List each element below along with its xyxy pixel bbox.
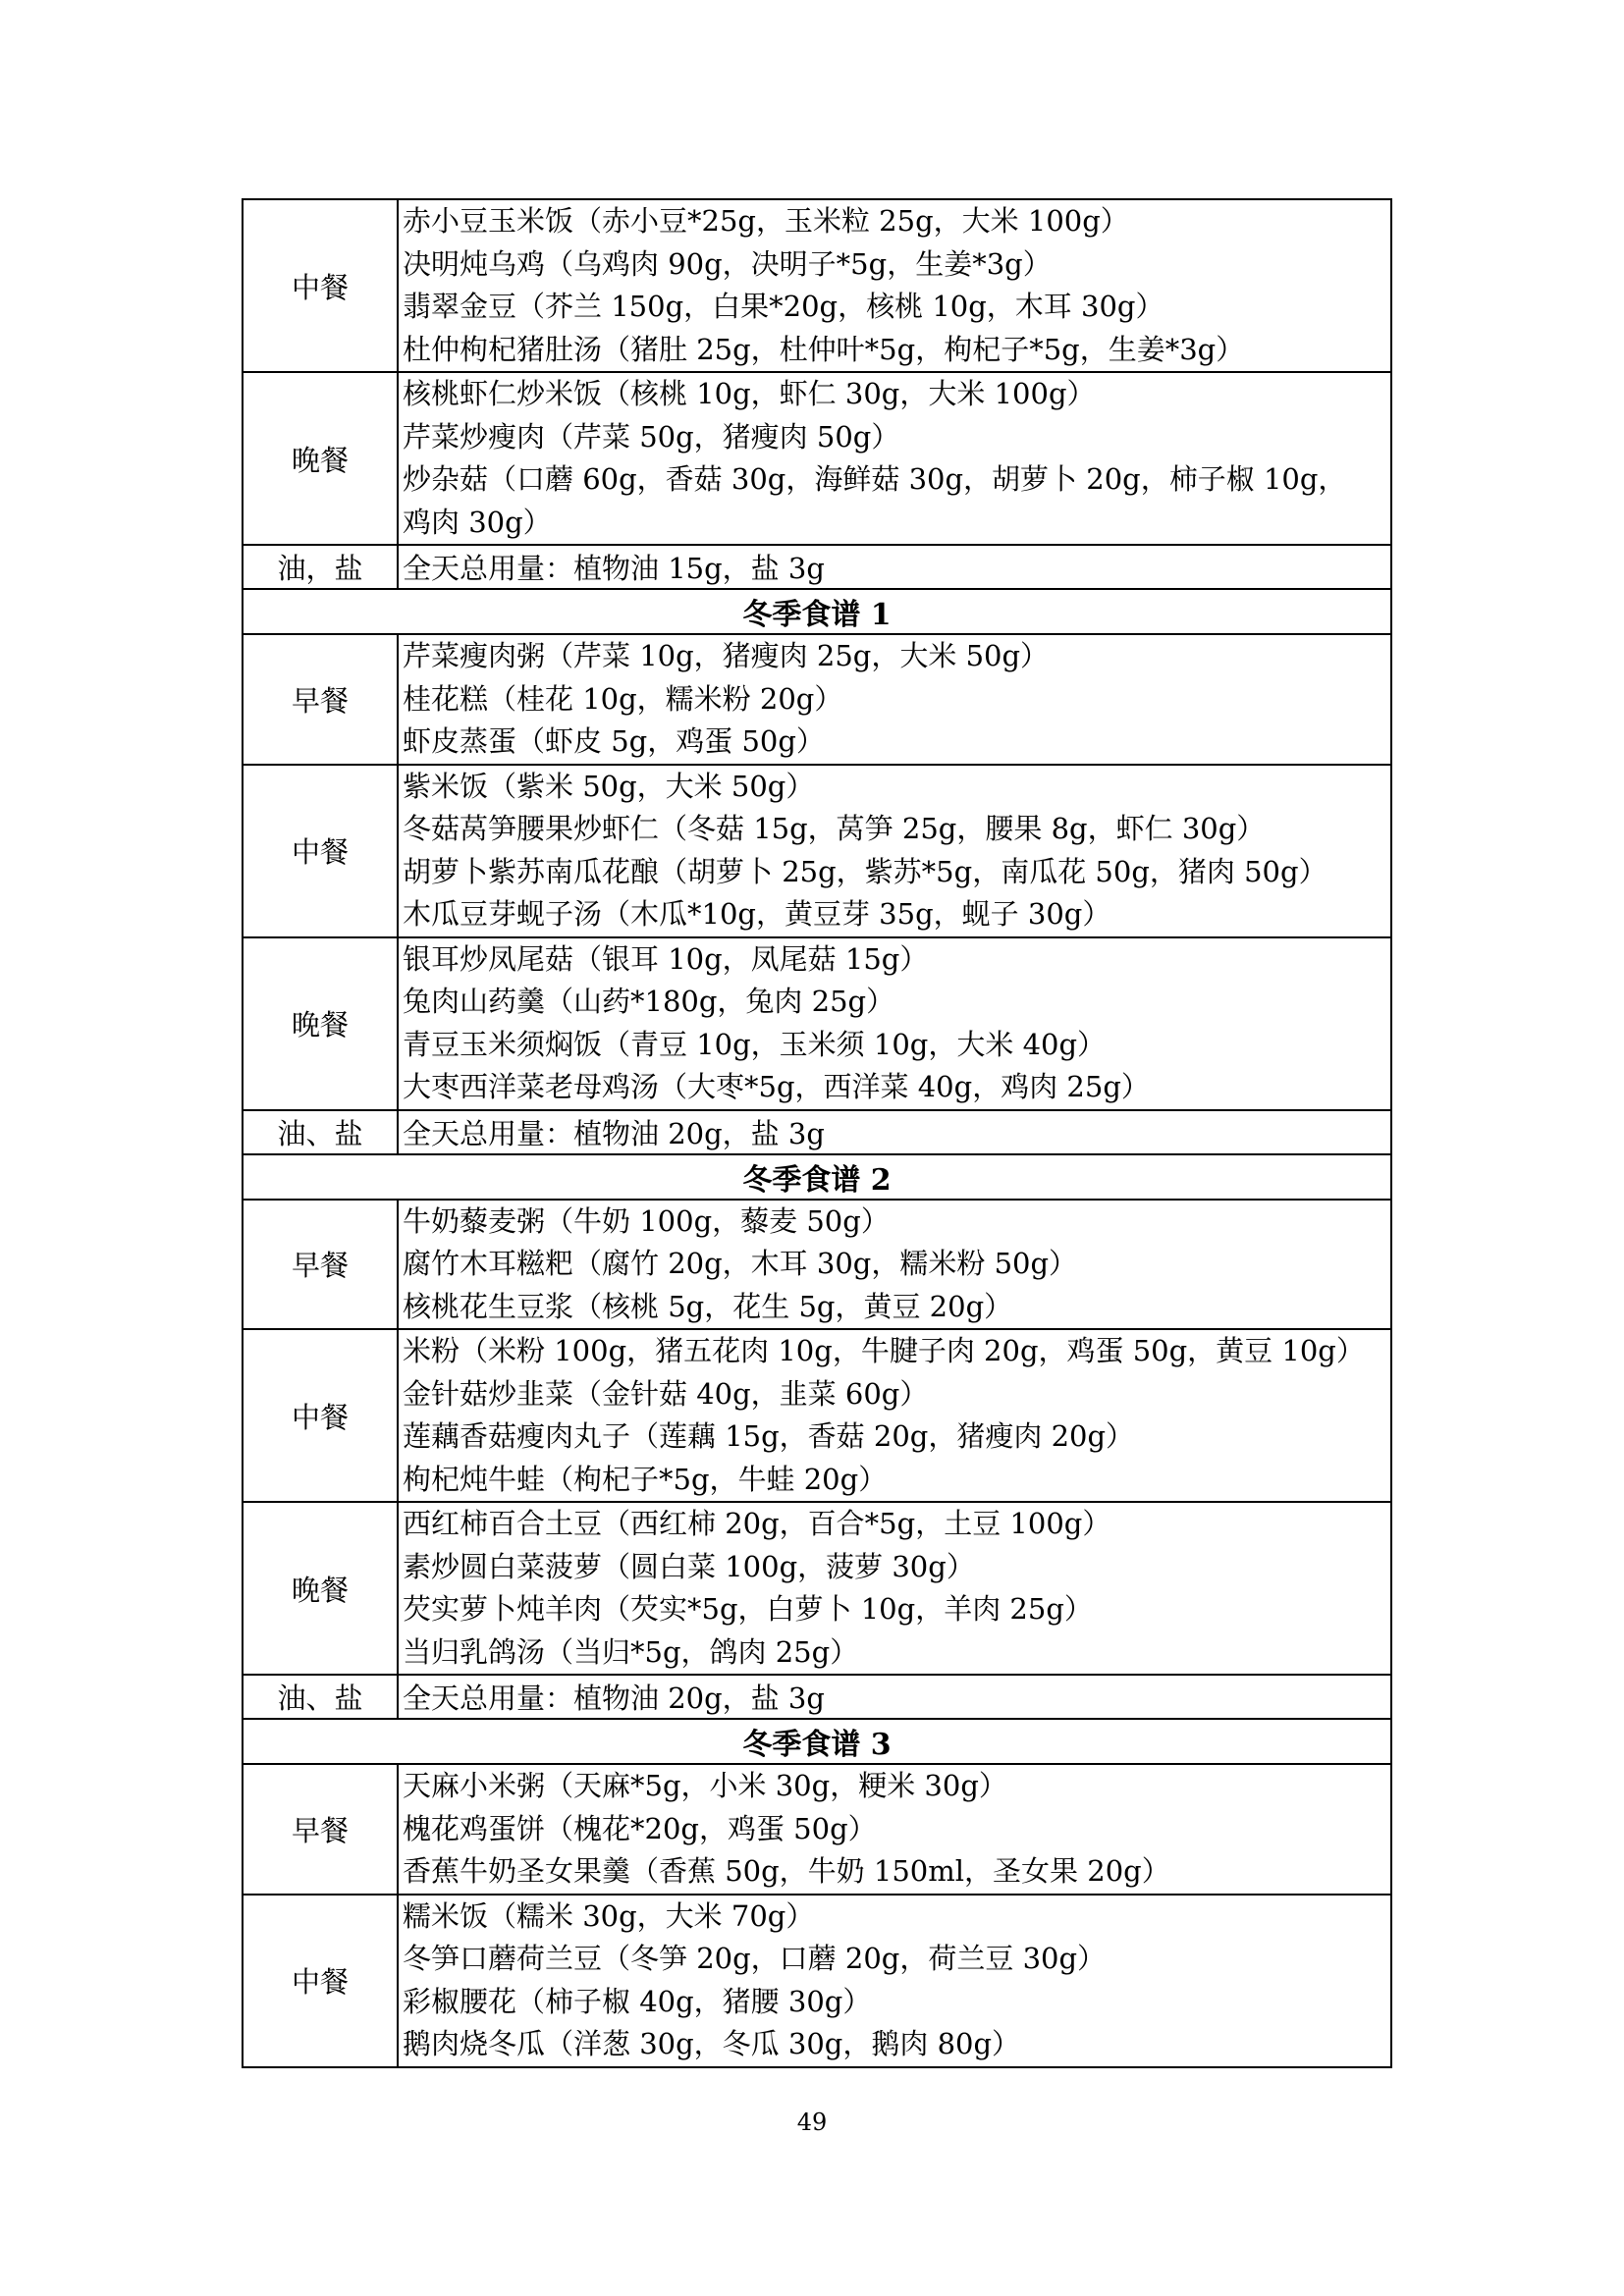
meal-label: 中餐	[243, 765, 398, 937]
dish-item: 香蕉牛奶圣女果羹（香蕉 50g，牛奶 150ml，圣女果 20g）	[403, 1854, 1170, 1888]
oil-salt-usage: 全天总用量：植物油 20g，盐 3g	[398, 1110, 1391, 1154]
section-title-row	[243, 589, 1391, 634]
meal-row	[243, 372, 1391, 545]
dish-item: 翡翠金豆（芥兰 150g，白果*20g，核桃 10g，木耳 30g）	[403, 290, 1164, 323]
dish-item: 冬笋口蘑荷兰豆（冬笋 20g，口蘑 20g，荷兰豆 30g）	[403, 1942, 1107, 1975]
oil-salt-label: 油、盐	[243, 1110, 398, 1154]
dish-item: 天麻小米粥（天麻*5g，小米 30g，粳米 30g）	[403, 1769, 1007, 1802]
dish-item: 枸杞炖牛蛙（枸杞子*5g，牛蛙 20g）	[403, 1462, 888, 1496]
dish-item: 素炒圆白菜菠萝（圆白菜 100g，菠萝 30g）	[403, 1549, 975, 1583]
dish-item: 芹菜瘦肉粥（芹菜 10g，猪瘦肉 25g，大米 50g）	[403, 639, 1050, 672]
meal-label: 晚餐	[243, 372, 398, 545]
meal-label: 晚餐	[243, 1502, 398, 1675]
recipe-table	[242, 198, 1392, 2068]
oil-salt-row	[243, 545, 1391, 589]
dish-item: 芹菜炒瘦肉（芹菜 50g，猪瘦肉 50g）	[403, 419, 900, 454]
dish-item: 兔肉山药羹（山药*180g，兔肉 25g）	[403, 985, 895, 1018]
dish-list	[398, 1764, 1391, 1895]
dish-item: 当归乳鸽汤（当归*5g，鸽肉 25g）	[403, 1634, 859, 1669]
dish-list	[398, 1895, 1391, 2067]
section-title: 冬季食谱 3	[243, 1719, 1391, 1764]
dish-item: 牛奶藜麦粥（牛奶 100g，藜麦 50g）	[403, 1203, 890, 1238]
dish-list	[398, 1200, 1391, 1330]
dish-item: 腐竹木耳糍粑（腐竹 20g，木耳 30g，糯米粉 50g）	[403, 1247, 1078, 1280]
dish-item: 芡实萝卜炖羊肉（芡实*5g，白萝卜 10g，羊肉 25g）	[403, 1592, 1093, 1626]
dish-item: 莲藕香菇瘦肉丸子（莲藕 15g，香菇 20g，猪瘦肉 20g）	[403, 1419, 1135, 1453]
dish-item: 决明炖乌鸡（乌鸡肉 90g，决明子*5g，生姜*3g）	[403, 246, 1052, 281]
dish-item: 鹅肉烧冬瓜（洋葱 30g，冬瓜 30g，鹅肉 80g）	[403, 2027, 1021, 2060]
dish-item: 大枣西洋菜老母鸡汤（大枣*5g，西洋菜 40g，鸡肉 25g）	[403, 1070, 1150, 1103]
meal-row	[243, 1502, 1391, 1675]
oil-salt-row	[243, 1110, 1391, 1154]
dish-item: 炒杂菇（口蘑 60g，香菇 30g，海鲜菇 30g，胡萝卜 20g，柿子椒 10g，	[403, 462, 1347, 496]
meal-row	[243, 1764, 1391, 1895]
meal-row	[243, 937, 1391, 1110]
meal-label: 晚餐	[243, 937, 398, 1110]
dish-item: 鸡肉 30g）	[403, 505, 552, 539]
oil-salt-row	[243, 1675, 1391, 1719]
dish-list	[398, 765, 1391, 937]
dish-item: 桂花糕（桂花 10g，糯米粉 20g）	[403, 681, 843, 716]
meal-label: 早餐	[243, 1764, 398, 1895]
meal-row	[243, 1895, 1391, 2067]
dish-item: 紫米饭（紫米 50g，大米 50g）	[403, 769, 815, 803]
oil-salt-label: 油、盐	[243, 1675, 398, 1719]
dish-item: 金针菇炒韭菜（金针菇 40g，韭菜 60g）	[403, 1376, 929, 1411]
meal-label: 中餐	[243, 1895, 398, 2067]
meal-label: 早餐	[243, 1200, 398, 1330]
page-number: 49	[796, 2109, 828, 2136]
dish-item: 虾皮蒸蛋（虾皮 5g，鸡蛋 50g）	[403, 724, 825, 758]
meal-row	[243, 1329, 1391, 1502]
dish-item: 核桃虾仁炒米饭（核桃 10g，虾仁 30g，大米 100g）	[403, 377, 1096, 410]
dish-item: 核桃花生豆浆（核桃 5g，花生 5g，黄豆 20g）	[403, 1289, 1013, 1323]
meal-label: 中餐	[243, 199, 398, 372]
dish-list	[398, 634, 1391, 765]
section-title: 冬季食谱 1	[243, 589, 1391, 634]
oil-salt-usage: 全天总用量：植物油 15g，盐 3g	[398, 545, 1391, 589]
dish-item: 胡萝卜紫苏南瓜花酿（胡萝卜 25g，紫苏*5g，南瓜花 50g，猪肉 50g）	[403, 854, 1327, 888]
dish-item: 糯米饭（糯米 30g，大米 70g）	[403, 1898, 815, 1933]
meal-row	[243, 634, 1391, 765]
dish-list	[398, 1329, 1391, 1502]
meal-row	[243, 1200, 1391, 1330]
meal-label: 早餐	[243, 634, 398, 765]
dish-list	[398, 372, 1391, 545]
dish-item: 冬菇莴笋腰果炒虾仁（冬菇 15g，莴笋 25g，腰果 8g，虾仁 30g）	[403, 812, 1266, 845]
section-title-row	[243, 1154, 1391, 1200]
meal-row	[243, 199, 1391, 372]
dish-item: 西红柿百合土豆（西红柿 20g，百合*5g，土豆 100g）	[403, 1507, 1111, 1540]
dish-item: 赤小豆玉米饭（赤小豆*25g，玉米粒 25g，大米 100g）	[403, 204, 1129, 238]
dish-list	[398, 1502, 1391, 1675]
dish-item: 青豆玉米须焖饭（青豆 10g，玉米须 10g，大米 40g）	[403, 1027, 1107, 1061]
oil-salt-usage: 全天总用量：植物油 20g，盐 3g	[398, 1675, 1391, 1719]
dish-item: 银耳炒凤尾菇（银耳 10g，凤尾菇 15g）	[403, 941, 929, 976]
meal-row	[243, 765, 1391, 937]
section-title: 冬季食谱 2	[243, 1154, 1391, 1200]
oil-salt-label: 油，盐	[243, 545, 398, 589]
dish-item: 槐花鸡蛋饼（槐花*20g，鸡蛋 50g）	[403, 1811, 877, 1845]
section-title-row	[243, 1719, 1391, 1764]
dish-item: 木瓜豆芽蚬子汤（木瓜*10g，黄豆芽 35g，蚬子 30g）	[403, 897, 1111, 931]
dish-item: 杜仲枸杞猪肚汤（猪肚 25g，杜仲叶*5g，枸杞子*5g，生姜*3g）	[403, 332, 1245, 366]
dish-item: 彩椒腰花（柿子椒 40g，猪腰 30g）	[403, 1984, 872, 2018]
dish-list	[398, 199, 1391, 372]
meal-label: 中餐	[243, 1329, 398, 1502]
dish-list	[398, 937, 1391, 1110]
dish-item: 米粉（米粉 100g，猪五花肉 10g，牛腱子肉 20g，鸡蛋 50g，黄豆 10g）	[403, 1334, 1365, 1367]
